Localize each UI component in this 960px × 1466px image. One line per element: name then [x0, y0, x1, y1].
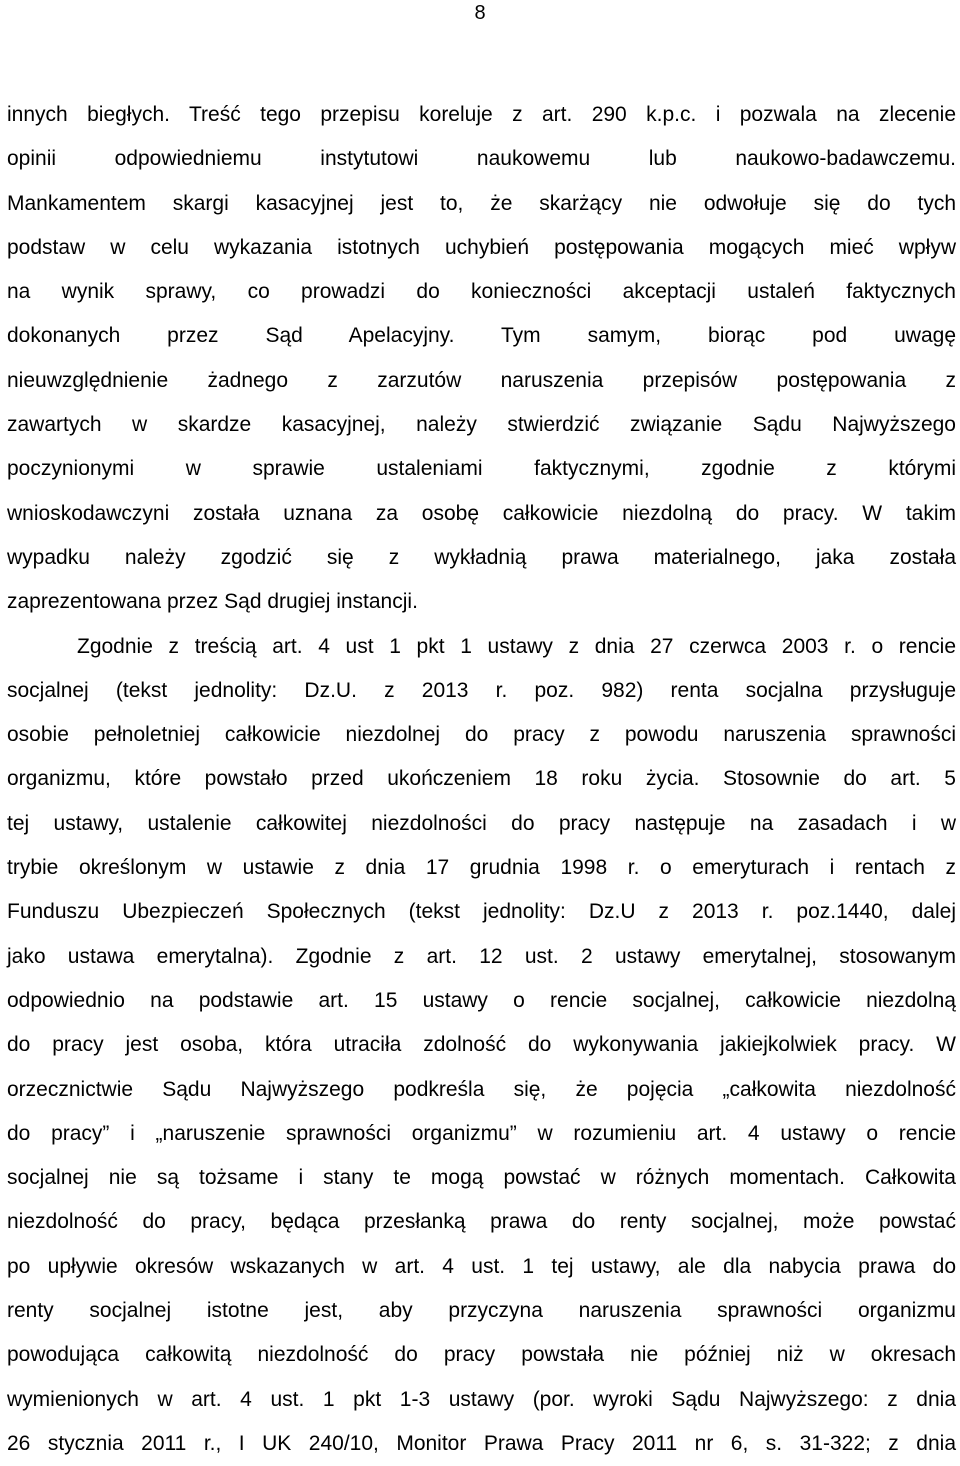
text-line: orzecznictwie Sądu Najwyższego podkreśla się, że pojęcia „całkowita niezdolność: [7, 1077, 956, 1101]
text-line: wypadku należy zgodzić się z wykładnią prawa materialnego, jaka została: [7, 545, 956, 569]
text-line: do pracy jest osoba, która utraciła zdolność do wykonywania jakiejkolwiek pracy. W: [7, 1033, 956, 1057]
text-line: podstaw w celu wykazania istotnych uchybień postępowania mogących mieć wpływ: [7, 235, 956, 259]
text-line: Funduszu Ubezpieczeń Społecznych (tekst jednolity: Dz.U z 2013 r. poz.1440, dalej: [7, 900, 956, 924]
text-line: dokonanych przez Sąd Apelacyjny. Tym samym, biorąc pod uwagę: [7, 324, 956, 348]
text-line: opinii odpowiedniemu instytutowi naukowemu lub naukowo-badawczemu.: [7, 147, 956, 171]
text-line: odpowiednio na podstawie art. 15 ustawy o rencie socjalnej, całkowicie niezdolną: [7, 988, 956, 1012]
text-line: jako ustawa emerytalna). Zgodnie z art. 12 ust. 2 ustawy emerytalnej, stosowanym: [7, 944, 956, 968]
text-line: wymienionych w art. 4 ust. 1 pkt 1-3 ustawy (por. wyroki Sądu Najwyższego: z dnia: [7, 1387, 956, 1411]
page-number: 8: [474, 2, 486, 24]
text-line: socjalnej nie są tożsame i stany te mogą powstać w różnych momentach. Całkowita: [7, 1166, 956, 1190]
text-line: poczynionymi w sprawie ustaleniami faktycznymi, zgodnie z którymi: [7, 457, 956, 481]
text-line: renty socjalnej istotne jest, aby przyczyna naruszenia sprawności organizmu: [7, 1299, 956, 1323]
text-line: 26 stycznia 2011 r., I UK 240/10, Monitor Prawa Pracy 2011 nr 6, s. 31-322; z dnia: [7, 1431, 956, 1455]
text-line: osobie pełnoletniej całkowicie niezdolnej do pracy z powodu naruszenia sprawności: [7, 723, 956, 747]
text-line: niezdolność do pracy, będąca przesłanką prawa do renty socjalnej, może powstać: [7, 1210, 956, 1234]
text-line: na wynik sprawy, co prowadzi do konieczności akceptacji ustaleń faktycznych: [7, 280, 956, 304]
text-line: socjalnej (tekst jednolity: Dz.U. z 2013 r. poz. 982) renta socjalna przysługuje: [7, 678, 956, 702]
text-line: wnioskodawczyni została uznana za osobę całkowicie niezdolną do pracy. W takim: [7, 501, 956, 525]
text-line: trybie określonym w ustawie z dnia 17 grudnia 1998 r. o emeryturach i rentach z: [7, 856, 956, 880]
text-line: do pracy” i „naruszenie sprawności organizmu” w rozumieniu art. 4 ustawy o rencie: [7, 1121, 956, 1145]
text-line: tej ustawy, ustalenie całkowitej niezdolności do pracy następuje na zasadach i w: [7, 811, 956, 835]
text-line: zaprezentowana przez Sąd drugiej instancji.: [7, 590, 418, 614]
text-line: organizmu, które powstało przed ukończeniem 18 roku życia. Stosownie do art. 5: [7, 767, 956, 791]
text-line: innych biegłych. Treść tego przepisu koreluje z art. 290 k.p.c. i pozwala na zlecenie: [7, 103, 956, 126]
text-line: powodująca całkowitą niezdolność do pracy powstała nie później niż w okresach: [7, 1343, 956, 1367]
paragraph-first-line: Zgodnie z treścią art. 4 ust 1 pkt 1 ustawy z dnia 27 czerwca 2003 r. o rencie: [77, 634, 956, 658]
text-line: po upływie okresów wskazanych w art. 4 ust. 1 tej ustawy, ale dla nabycia prawa do: [7, 1254, 956, 1278]
text-line: nieuwzględnienie żadnego z zarzutów naruszenia przepisów postępowania z: [7, 368, 956, 392]
text-line: zawartych w skardze kasacyjnej, należy stwierdzić związanie Sądu Najwyższego: [7, 413, 956, 437]
document-body: [7, 93, 956, 1466]
text-line: Mankamentem skargi kasacyjnej jest to, że skarżący nie odwołuje się do tych: [7, 191, 956, 215]
